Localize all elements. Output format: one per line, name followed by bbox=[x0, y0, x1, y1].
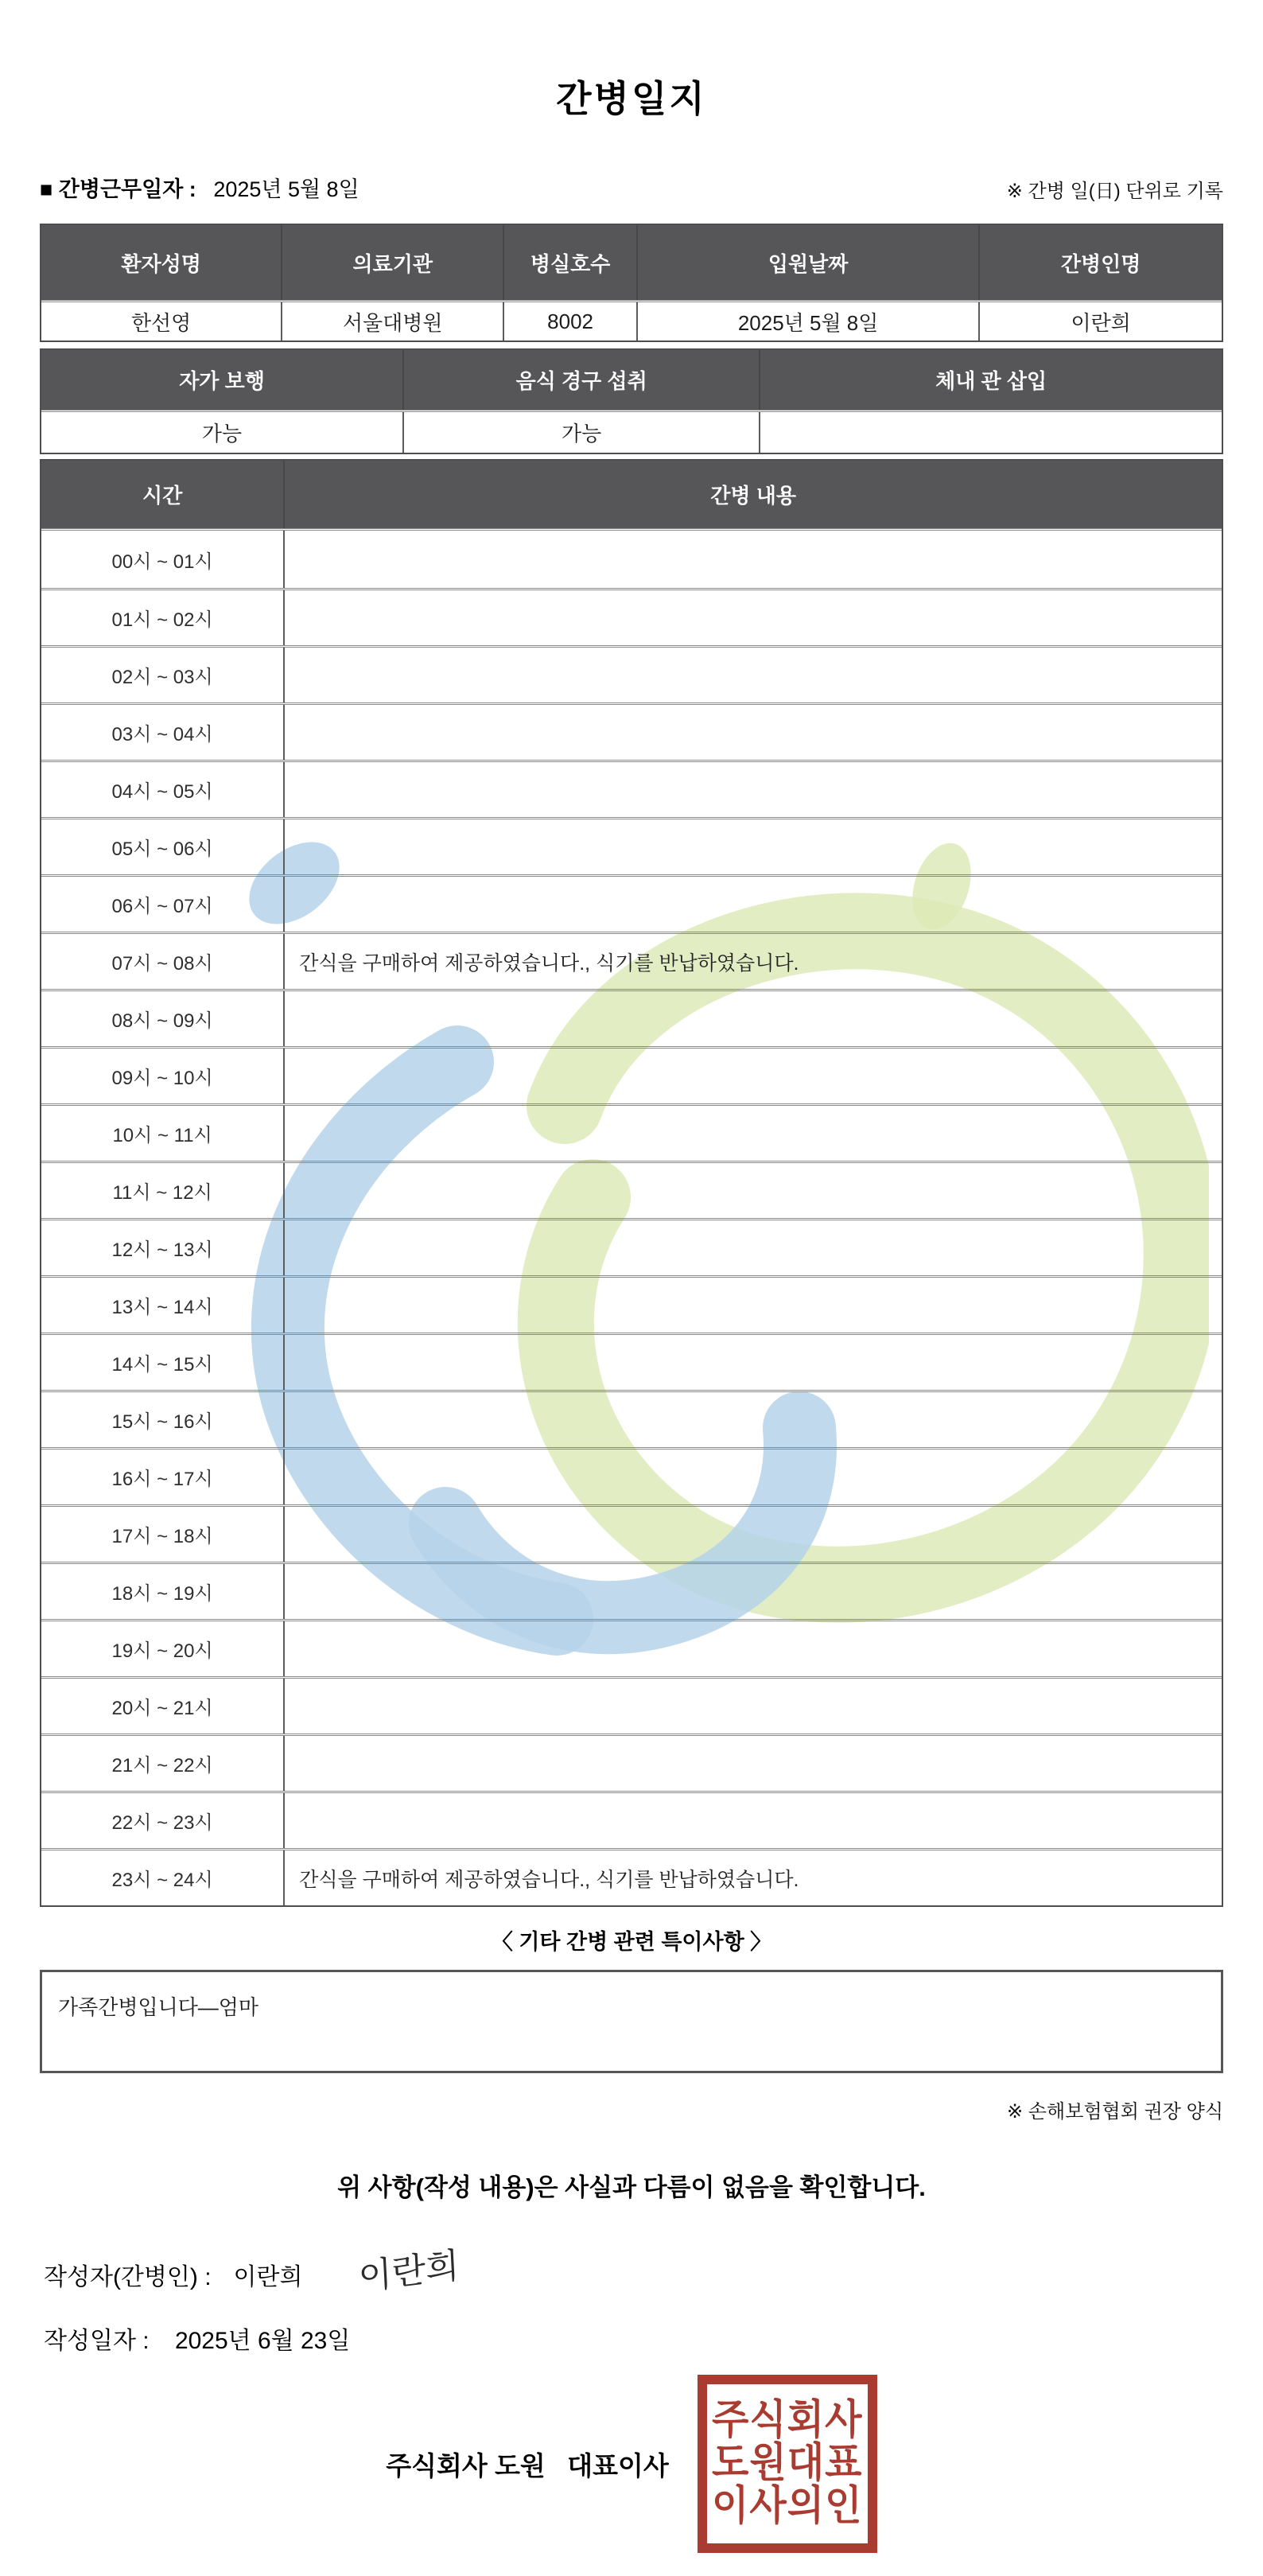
log-table-row bbox=[41, 1447, 1222, 1504]
log-time-cell: 07시 ~ 08시 bbox=[111, 953, 213, 975]
log-table-row bbox=[41, 989, 1222, 1046]
log-content-cell bbox=[283, 1220, 1222, 1275]
stamp-line: 이사의인 bbox=[711, 2483, 863, 2529]
unit-note: ※ 간병 일(日) 단위로 기록 bbox=[1006, 181, 1223, 202]
self-walking-value: 가능 bbox=[201, 422, 243, 446]
col-header-room-number: 병실호수 bbox=[503, 225, 636, 300]
log-content-cell bbox=[283, 648, 1222, 702]
log-time-cell: 01시 ~ 02시 bbox=[111, 609, 213, 631]
log-content-cell bbox=[283, 1507, 1222, 1562]
log-content-cell bbox=[283, 1449, 1222, 1504]
log-rows-container bbox=[41, 528, 1222, 1905]
log-table-row bbox=[41, 1046, 1222, 1103]
log-time-cell: 11시 ~ 12시 bbox=[112, 1182, 212, 1204]
log-time-cell: 21시 ~ 22시 bbox=[111, 1755, 213, 1776]
recommended-form-note: ※ 손해보험협회 권장 양식 bbox=[1007, 2101, 1223, 2123]
log-time-cell: 05시 ~ 06시 bbox=[111, 839, 213, 860]
log-table-row bbox=[41, 1333, 1222, 1390]
confirmation-statement: 위 사항(작성 내용)은 사실과 다름이 없음을 확인합니다. bbox=[337, 2173, 926, 2201]
log-table-row bbox=[41, 1218, 1222, 1275]
log-table-row bbox=[41, 1103, 1222, 1161]
log-table-row bbox=[41, 1390, 1222, 1447]
log-content-cell bbox=[283, 991, 1222, 1046]
log-content-cell bbox=[283, 531, 1222, 588]
log-time-cell: 14시 ~ 15시 bbox=[111, 1354, 213, 1376]
col-header-patient-name: 환자성명 bbox=[41, 225, 281, 300]
col-header-caregiver-name: 간병인명 bbox=[978, 225, 1222, 300]
work-date-line bbox=[40, 172, 359, 203]
log-time-cell: 23시 ~ 24시 bbox=[111, 1870, 213, 1891]
log-content-cell bbox=[283, 1106, 1222, 1161]
company-seal-row bbox=[0, 2375, 1263, 2553]
written-date-label: 작성일자 : bbox=[44, 2328, 150, 2354]
log-table-row bbox=[41, 531, 1222, 588]
log-time-cell: 10시 ~ 11시 bbox=[112, 1125, 212, 1146]
writer-line bbox=[44, 2246, 1263, 2300]
status-header-row bbox=[41, 350, 1222, 410]
log-table-row bbox=[41, 1734, 1222, 1791]
oral-intake-value: 가능 bbox=[402, 412, 759, 453]
patient-header-row bbox=[41, 225, 1222, 300]
log-content-cell: 간식을 구매하여 제공하였습니다., 식기를 반납하였습니다. bbox=[283, 1850, 1222, 1905]
log-content-cell: 간식을 구매하여 제공하였습니다., 식기를 반납하였습니다. bbox=[283, 934, 1222, 989]
log-content-cell bbox=[283, 1736, 1222, 1791]
patient-name-value: 한선영 bbox=[130, 310, 192, 335]
col-header-time: 시간 bbox=[41, 461, 283, 528]
log-content-cell bbox=[283, 705, 1222, 760]
status-data-row bbox=[41, 410, 1222, 453]
col-header-admission-date: 입원날짜 bbox=[636, 225, 978, 300]
log-table-row bbox=[41, 1275, 1222, 1333]
log-time-cell: 22시 ~ 23시 bbox=[111, 1812, 213, 1834]
stamp-line: 주식회사 bbox=[711, 2398, 863, 2444]
care-log-table bbox=[40, 459, 1223, 1907]
internal-tube-value bbox=[759, 412, 1222, 453]
writer-name: 이란희 bbox=[233, 2264, 303, 2290]
log-time-cell: 03시 ~ 04시 bbox=[111, 724, 213, 745]
log-time-cell: 18시 ~ 19시 bbox=[111, 1583, 213, 1605]
special-notes-box bbox=[40, 1970, 1223, 2073]
work-date-label: ■ 간병근무일자 : bbox=[40, 177, 196, 201]
log-table-row bbox=[41, 588, 1222, 645]
log-content-cell bbox=[283, 1679, 1222, 1734]
log-time-cell: 12시 ~ 13시 bbox=[111, 1239, 213, 1261]
stamp-line: 도원대표 bbox=[711, 2440, 863, 2487]
log-table-row bbox=[41, 1676, 1222, 1734]
meta-row bbox=[40, 172, 1223, 203]
patient-info-table bbox=[40, 224, 1223, 342]
log-header-row bbox=[41, 461, 1222, 528]
log-content-cell bbox=[283, 1335, 1222, 1390]
corporate-seal-stamp bbox=[698, 2375, 877, 2553]
log-table-row bbox=[41, 1848, 1222, 1905]
log-table-row bbox=[41, 702, 1222, 760]
log-table-row bbox=[41, 645, 1222, 702]
log-table-row bbox=[41, 1619, 1222, 1676]
written-date-line bbox=[44, 2321, 1263, 2356]
log-content-cell bbox=[283, 1793, 1222, 1848]
caregiver-name-value: 이란희 bbox=[978, 302, 1222, 340]
special-notes-content: 가족간병입니다—엄마 bbox=[58, 1995, 259, 2019]
log-content-cell bbox=[283, 819, 1222, 874]
log-time-cell: 02시 ~ 03시 bbox=[111, 667, 213, 688]
log-time-cell: 06시 ~ 07시 bbox=[111, 896, 213, 917]
log-table-row bbox=[41, 760, 1222, 817]
handwritten-signature: 이란희 bbox=[357, 2246, 461, 2298]
log-time-cell: 16시 ~ 17시 bbox=[111, 1469, 213, 1490]
log-time-cell: 08시 ~ 09시 bbox=[111, 1010, 213, 1032]
col-header-oral-intake: 음식 경구 섭취 bbox=[402, 350, 759, 410]
work-date-value: 2025년 5월 8일 bbox=[213, 177, 359, 201]
log-time-cell: 00시 ~ 01시 bbox=[111, 551, 213, 573]
log-content-cell bbox=[283, 590, 1222, 645]
log-time-cell: 17시 ~ 18시 bbox=[111, 1526, 213, 1547]
log-table-row bbox=[41, 932, 1222, 989]
admission-date-value: 2025년 5월 8일 bbox=[636, 302, 978, 340]
log-content-cell bbox=[283, 1163, 1222, 1218]
room-number-value: 8002 bbox=[503, 302, 636, 340]
log-time-cell: 20시 ~ 21시 bbox=[111, 1698, 213, 1719]
log-content-cell bbox=[283, 877, 1222, 932]
log-time-cell: 04시 ~ 05시 bbox=[111, 781, 213, 803]
log-time-cell: 09시 ~ 10시 bbox=[111, 1068, 213, 1089]
log-content-cell bbox=[283, 1049, 1222, 1103]
log-time-cell: 13시 ~ 14시 bbox=[111, 1297, 213, 1318]
patient-status-table bbox=[40, 348, 1223, 454]
log-table-row bbox=[41, 1562, 1222, 1619]
patient-data-row bbox=[41, 300, 1222, 340]
special-notes-heading: 〈 기타 간병 관련 특이사항 〉 bbox=[491, 1930, 772, 1954]
col-header-internal-tube: 체내 관 삽입 bbox=[759, 350, 1222, 410]
log-content-cell bbox=[283, 762, 1222, 817]
log-time-cell: 15시 ~ 16시 bbox=[111, 1411, 213, 1433]
log-table-row bbox=[41, 1791, 1222, 1848]
col-header-medical-institution: 의료기관 bbox=[281, 225, 503, 300]
medical-institution-value: 서울대병원 bbox=[281, 302, 503, 340]
log-content-cell bbox=[283, 1621, 1222, 1676]
col-header-care-content: 간병 내용 bbox=[283, 461, 1222, 528]
log-table-row bbox=[41, 1504, 1222, 1562]
log-table-row bbox=[41, 1161, 1222, 1218]
log-table-row bbox=[41, 874, 1222, 932]
log-content-cell bbox=[283, 1392, 1222, 1447]
page-title: 간병일지 bbox=[556, 78, 707, 119]
log-content-cell bbox=[283, 1278, 1222, 1333]
written-date-value: 2025년 6월 23일 bbox=[174, 2328, 351, 2354]
col-header-self-walking: 자가 보행 bbox=[41, 350, 402, 410]
writer-label: 작성자(간병인) : bbox=[44, 2264, 212, 2290]
log-table-row bbox=[41, 817, 1222, 874]
log-content-cell bbox=[283, 1564, 1222, 1619]
log-time-cell: 19시 ~ 20시 bbox=[111, 1640, 213, 1662]
company-name: 주식회사 도원 대표이사 bbox=[386, 2450, 669, 2481]
